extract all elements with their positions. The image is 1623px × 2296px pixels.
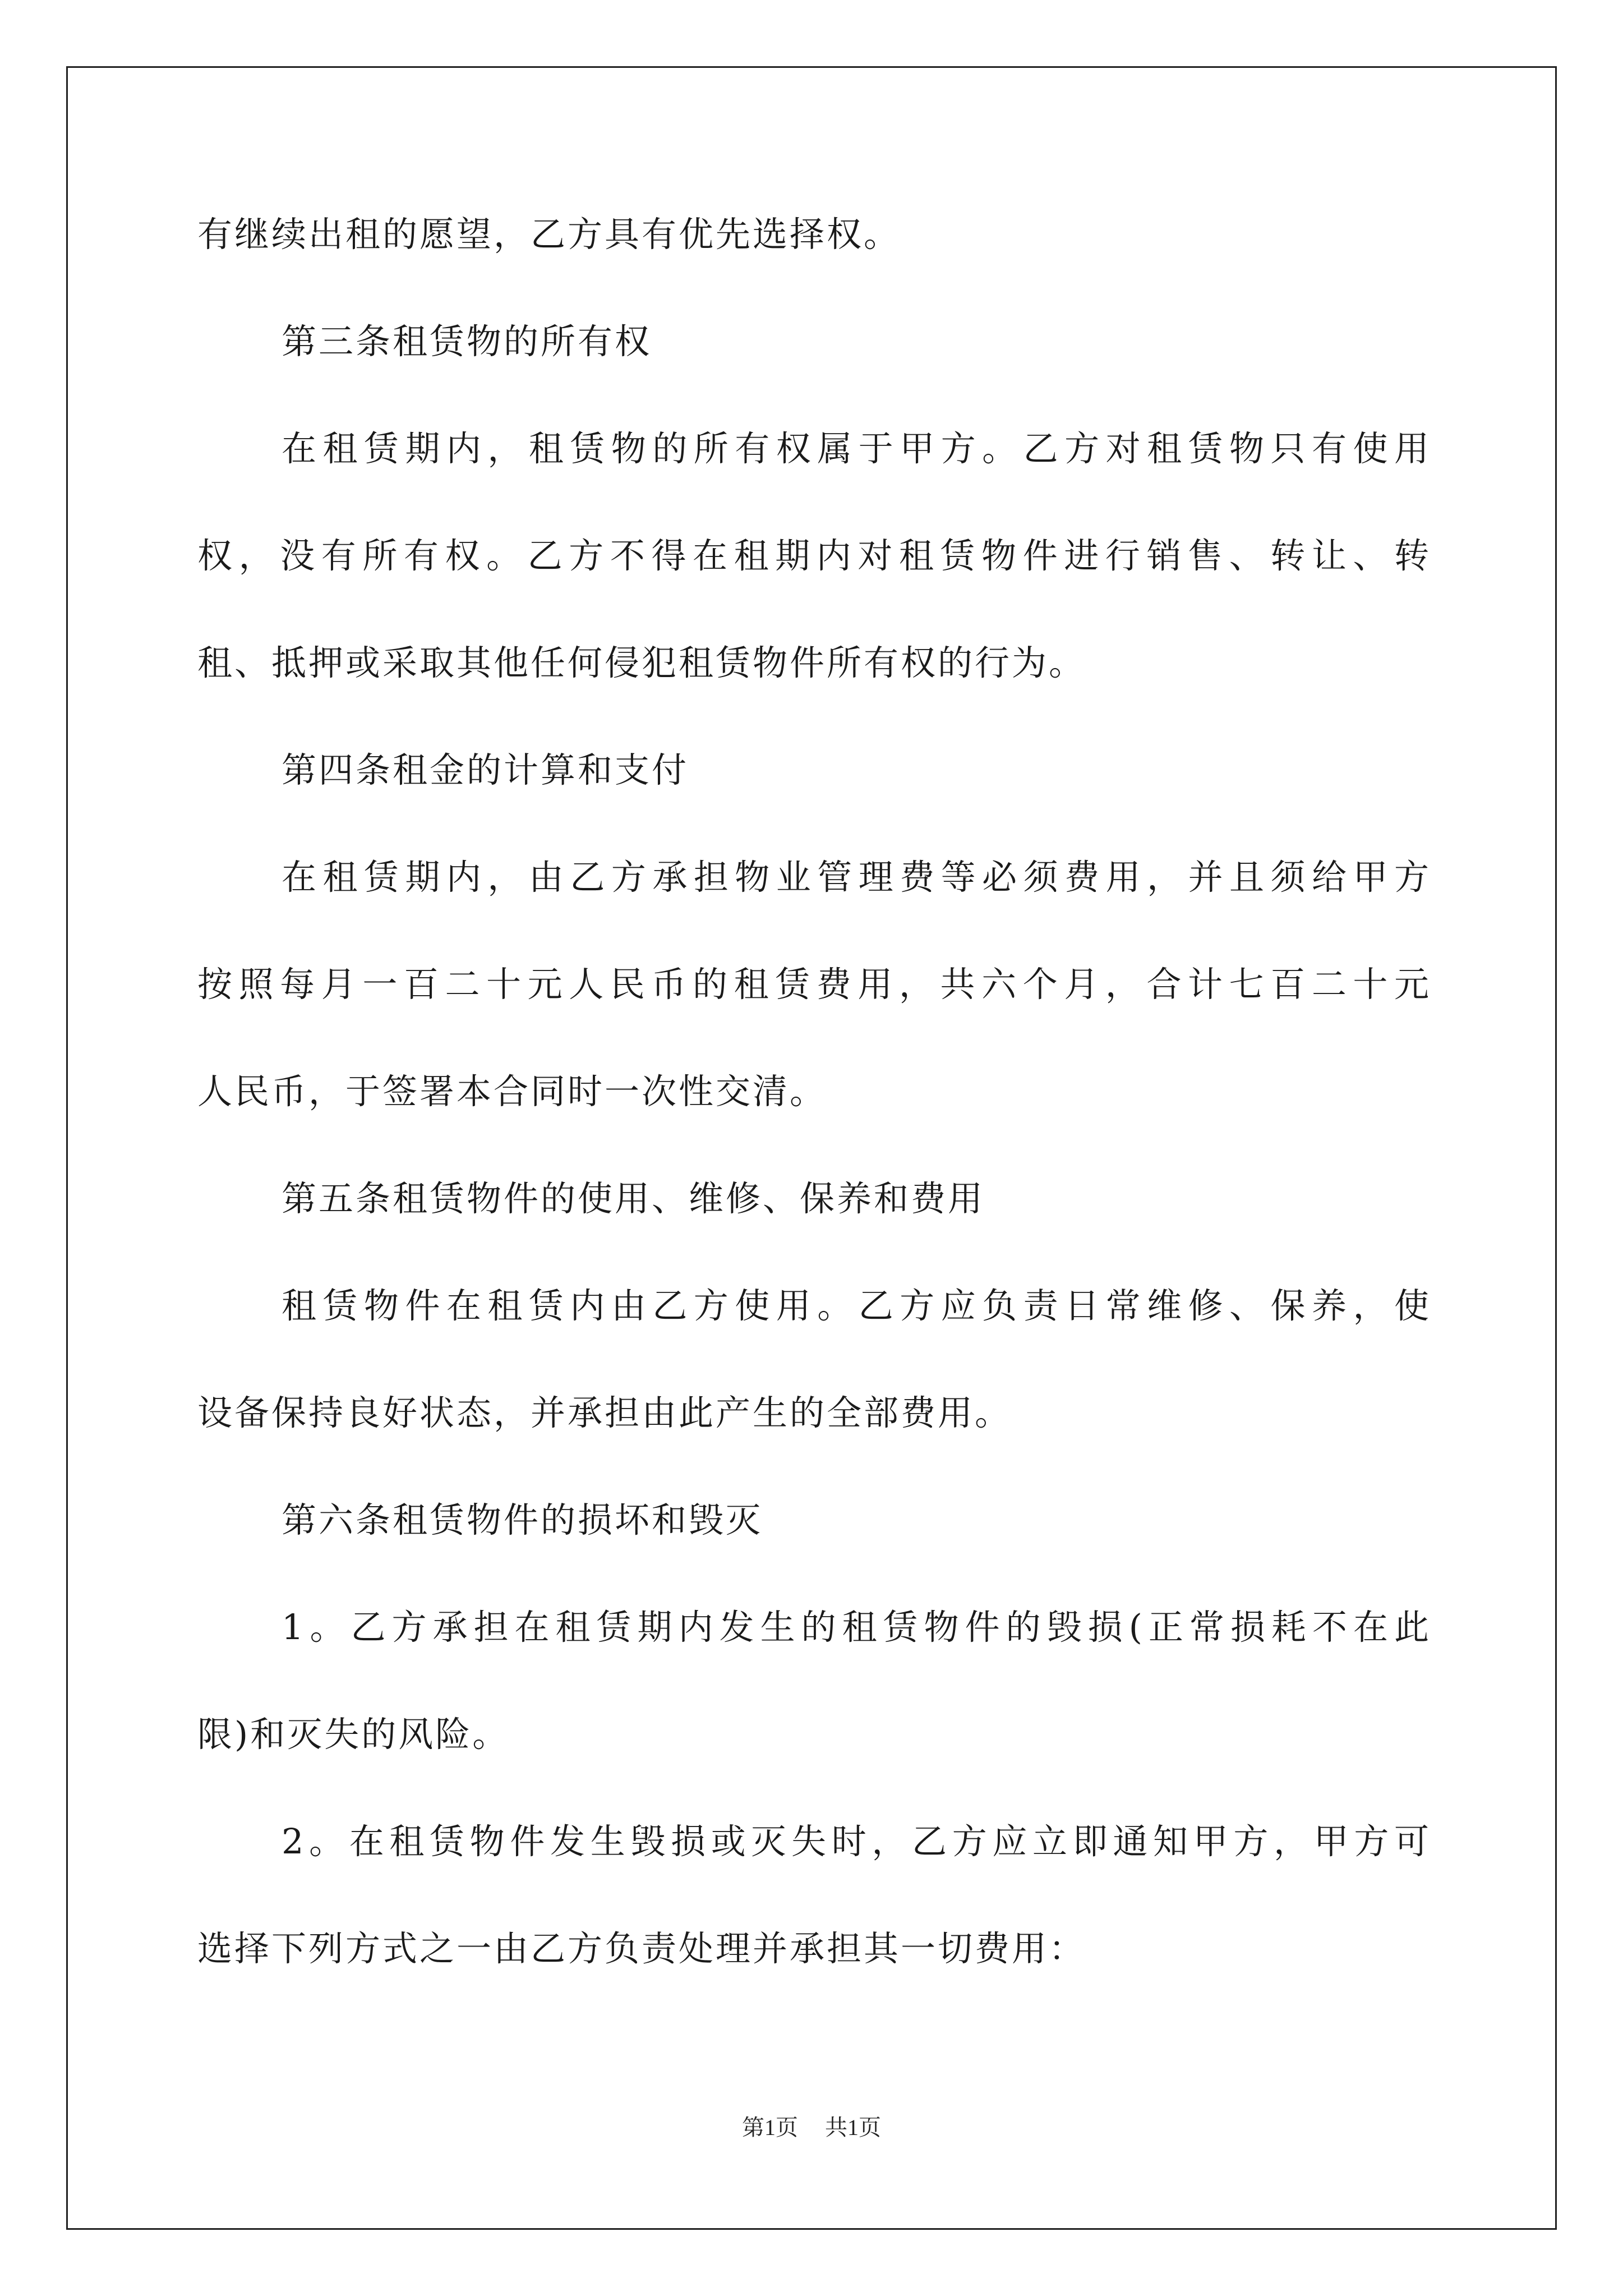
paragraph-line: 权，没有所有权。乙方不得在租期内对租赁物件进行销售、转让、转 (197, 535, 1431, 576)
paragraph-line: 租赁物件在租赁内由乙方使用。乙方应负责日常维修、保养，使 (282, 1285, 1431, 1326)
paragraph-line: 租、抵押或采取其他任何侵犯租赁物件所有权的行为。 (197, 642, 1086, 683)
numbered-item-line: 2。在租赁物件发生毁损或灭失时，乙方应立即通知甲方，甲方可 (282, 1821, 1431, 1862)
paragraph-line: 在租赁期内，租赁物的所有权属于甲方。乙方对租赁物只有使用 (282, 428, 1431, 469)
page-border (66, 66, 1557, 2230)
section-heading-4: 第四条租金的计算和支付 (282, 749, 689, 790)
paragraph-line: 人民币，于签署本合同时一次性交清。 (197, 1071, 827, 1112)
page-total: 共1页 (825, 2115, 881, 2140)
numbered-item-line: 1。乙方承担在租赁期内发生的租赁物件的毁损(正常损耗不在此 (282, 1607, 1431, 1648)
paragraph-line: 按照每月一百二十元人民币的租赁费用，共六个月，合计七百二十元 (197, 964, 1431, 1005)
paragraph-line: 在租赁期内，由乙方承担物业管理费等必须费用，并且须给甲方 (282, 857, 1431, 898)
numbered-item-line: 限)和灭失的风险。 (197, 1714, 510, 1755)
section-heading-6: 第六条租赁物件的损坏和毁灭 (282, 1499, 763, 1540)
paragraph-line: 有继续出租的愿望，乙方具有优先选择权。 (197, 214, 901, 255)
section-heading-5: 第五条租赁物件的使用、维修、保养和费用 (282, 1178, 985, 1219)
page-footer (0, 2114, 1623, 2142)
paragraph-line: 设备保持良好状态，并承担由此产生的全部费用。 (197, 1392, 1012, 1433)
page-number: 第1页 (742, 2115, 798, 2140)
numbered-item-line: 选择下列方式之一由乙方负责处理并承担其一切费用： (197, 1928, 1086, 1969)
section-heading-3: 第三条租赁物的所有权 (282, 321, 652, 362)
